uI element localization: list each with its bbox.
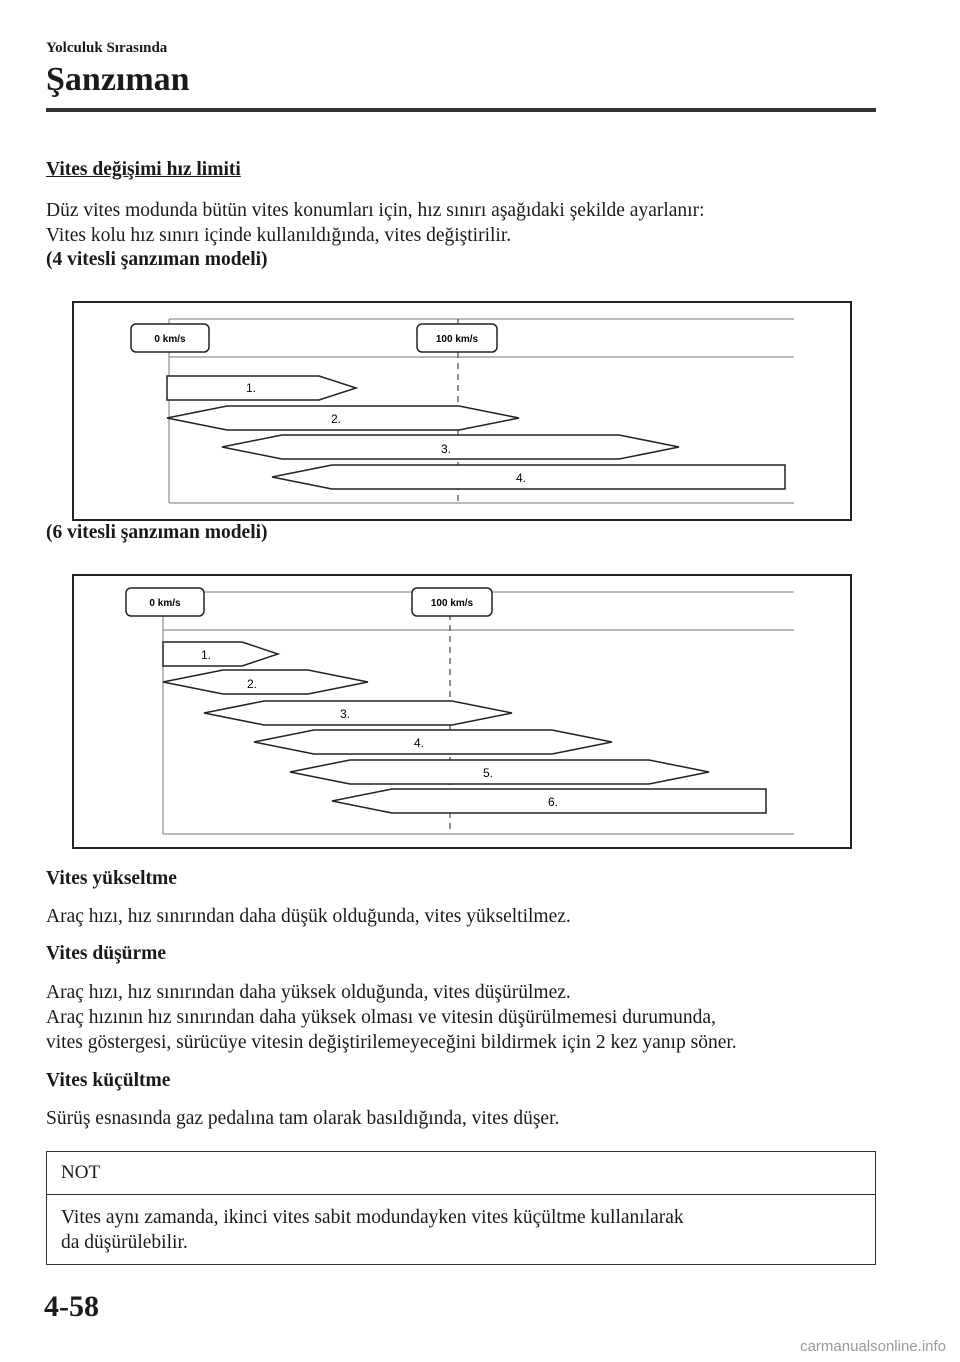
kickdown-heading: Vites küçültme <box>46 1070 171 1091</box>
intro-line-2: Vites kolu hız sınırı içinde kullanıldığında, vites değiştirilir. <box>46 225 512 246</box>
note-line-1: Vites aynı zamanda, ikinci vites sabit modundayken vites küçültme kullanılarak <box>61 1207 684 1228</box>
downshift-line-3: vites göstergesi, sürücüye vitesin değiştirilemeyeceğini bildirmek için 2 kez yanıp söner. <box>46 1032 737 1053</box>
section-heading: Vites değişimi hız limiti <box>46 159 241 180</box>
kickdown-text: Sürüş esnasında gaz pedalına tam olarak basıldığında, vites düşer. <box>46 1108 560 1129</box>
gear-3-range <box>204 701 512 725</box>
model-6-label: (6 vitesli şanzıman modeli) <box>46 522 268 543</box>
note-box <box>46 1151 876 1265</box>
watermark: carmanualsonline.info <box>800 1338 946 1355</box>
gear-2-label: 2. <box>331 412 342 426</box>
gear-6-label: 6. <box>548 795 559 809</box>
scale-mark-marker <box>417 324 497 352</box>
note-body <box>47 1195 875 1255</box>
scale-start-label: 0 km/s <box>154 334 186 345</box>
section-label: Yolculuk Sırasında <box>46 40 168 56</box>
intro-line-1: Düz vites modunda bütün vites konumları için, hız sınırı aşağıdaki şekilde ayarlanır: <box>46 200 705 221</box>
model-4-label: (4 vitesli şanzıman modeli) <box>46 249 268 270</box>
gear-5-label: 5. <box>483 766 494 780</box>
gear-range-diagram-6 <box>72 574 852 849</box>
scale-mark-marker <box>412 588 492 616</box>
gear-2-range <box>163 670 368 694</box>
gear-4-range <box>272 465 785 489</box>
downshift-line-2: Araç hızının hız sınırından daha yüksek olması ve vitesin düşürülmemesi durumunda, <box>46 1007 716 1028</box>
scale-start-label: 0 km/s <box>149 598 181 609</box>
gear-2-label: 2. <box>247 677 258 691</box>
gear-1-range <box>167 376 356 400</box>
gear-1-label: 1. <box>201 648 212 662</box>
page-number: 4-58 <box>44 1290 99 1323</box>
scale-mark-label: 100 km/s <box>430 598 474 609</box>
scale-start-marker <box>131 324 209 352</box>
gear-1-label: 1. <box>246 381 257 395</box>
gear-3-label: 3. <box>340 707 351 721</box>
title-divider <box>46 108 876 112</box>
gear-4-label: 4. <box>516 471 527 485</box>
gear-range-diagram-4 <box>72 301 852 521</box>
gear-2-range <box>167 406 519 430</box>
scale-mark-label: 100 km/s <box>435 334 479 345</box>
gear-4-range <box>254 730 612 754</box>
scale-start-marker <box>126 588 204 616</box>
gear-5-range <box>290 760 709 784</box>
downshift-line-1: Araç hızı, hız sınırından daha yüksek olduğunda, vites düşürülmez. <box>46 982 571 1003</box>
gear-1-range <box>163 642 278 666</box>
gear-4-label: 4. <box>414 736 425 750</box>
upshift-heading: Vites yükseltme <box>46 868 177 889</box>
note-line-2: da düşürülebilir. <box>61 1232 188 1253</box>
upshift-text: Araç hızı, hız sınırından daha düşük olduğunda, vites yükseltilmez. <box>46 906 571 927</box>
note-title: NOT <box>47 1152 875 1195</box>
gear-3-label: 3. <box>441 442 452 456</box>
downshift-heading: Vites düşürme <box>46 943 167 964</box>
page-title: Şanzıman <box>46 61 190 98</box>
